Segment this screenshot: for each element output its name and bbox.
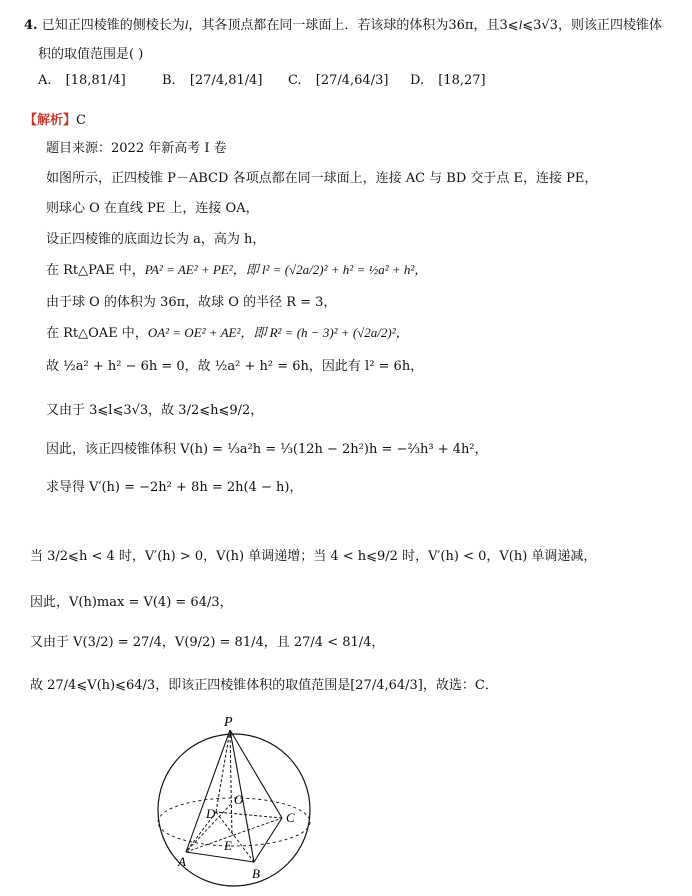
question-line-2: 积的取值范围是( ): [38, 47, 144, 62]
label-e: E: [224, 838, 232, 853]
analysis-line-6: 在 Rt△OAE 中，OA² = OE² + AE²，即 R² = (h − 3)² + (√2a/2)²，: [46, 325, 409, 341]
analysis-line-14: 故 27/4⩽V(h)⩽64/3，即该正四棱锥体积的取值范围是[27/4,64/3]，故选：C．: [30, 678, 498, 693]
option-d-text: [18,27]: [438, 73, 486, 88]
diagonal-ac: [186, 818, 282, 852]
label-c: C: [286, 810, 295, 825]
question-line-1: 4. 已知正四棱锥的侧棱长为l，其各顶点都在同一球面上．若该球的体积为36π，且3⩽l⩽3√3，则该正四棱锥体: [24, 17, 662, 33]
edge-pa: [186, 730, 230, 852]
diagonal-bd: [216, 812, 254, 862]
label-b: B: [252, 866, 260, 881]
analysis-answer: C: [76, 113, 86, 128]
analysis-header: [24, 114, 86, 127]
option-a-text: [18,81/4]: [65, 73, 126, 88]
option-a[interactable]: A. [18,81/4]: [38, 73, 126, 88]
edge-pd: [216, 730, 230, 812]
analysis-tag: 【解析】: [24, 113, 77, 128]
label-p: P: [224, 715, 233, 730]
analysis-line-10: 求导得 V′(h) = −2h² + 8h = 2h(4 − h)，: [46, 480, 303, 495]
label-d: D: [206, 806, 216, 821]
analysis-line-13: 又由于 V(3/2) = 27/4，V(9/2) = 81/4，且 27/4 < 81/4，: [30, 635, 385, 650]
option-c-text: [27/4,64/3]: [315, 73, 389, 88]
analysis-line-11: 当 3/2⩽h < 4 时，V′(h) > 0，V(h) 单调递增；当 4 < h⩽9/2 时，V′(h) < 0，V(h) 单调递减，: [30, 549, 597, 564]
edge-cd: [216, 812, 282, 818]
edge-ab: [186, 852, 254, 862]
pyramid-sphere-figure: [150, 712, 330, 892]
edge-bc: [254, 818, 282, 862]
question-stem-var: l: [184, 17, 189, 32]
question-stem-1: 已知正四棱锥的侧棱长为: [41, 18, 185, 33]
option-c[interactable]: C. [27/4,64/3]: [288, 73, 389, 88]
question-stem-3: ⩽3√3，则该正四棱锥体: [522, 18, 662, 33]
analysis-line-1: 如图所示，正四棱锥 P－ABCD 各项点都在同一球面上，连接 AC 与 BD 交于点 E，连接 PE，: [46, 171, 598, 186]
question-number: 4.: [24, 18, 38, 33]
analysis-line-3: 设正四棱锥的底面边长为 a，高为 h，: [46, 232, 266, 247]
analysis-line-9: 因此，该正四棱锥体积 V(h) = ⅓a²h = ⅓(12h − 2h²)h = −⅔h³ + 4h²，: [46, 442, 488, 457]
analysis-source: 题目来源：2022 年新高考 I 卷: [46, 141, 227, 156]
option-b-text: [27/4,81/4]: [189, 73, 263, 88]
label-a: A: [178, 854, 186, 869]
question-stem-2: ，其各顶点都在同一球面上．若该球的体积为36π，且3⩽: [188, 18, 519, 33]
analysis-line-4: 在 Rt△PAE 中，PA² = AE² + PE²，即 l² = (√2a/2)² + h² = ½a² + h²，: [46, 262, 428, 278]
analysis-line-5: 由于球 O 的体积为 36π，故球 O 的半径 R = 3，: [46, 295, 337, 310]
analysis-line-12: 因此，V(h)max = V(4) = 64/3，: [30, 595, 233, 610]
analysis-line-7: 故 ½a² + h² − 6h = 0，故 ½a² + h² = 6h，因此有 l² = 6h，: [46, 359, 424, 374]
option-d[interactable]: D. [18,27]: [410, 73, 486, 88]
height-pe: [230, 730, 232, 836]
analysis-line-8: 又由于 3⩽l⩽3√3，故 3/2⩽h⩽9/2，: [46, 403, 264, 418]
label-o: O: [234, 792, 244, 807]
option-b[interactable]: B. [27/4,81/4]: [162, 73, 263, 88]
analysis-line-2: 则球心 O 在直线 PE 上，连接 OA，: [46, 201, 259, 216]
